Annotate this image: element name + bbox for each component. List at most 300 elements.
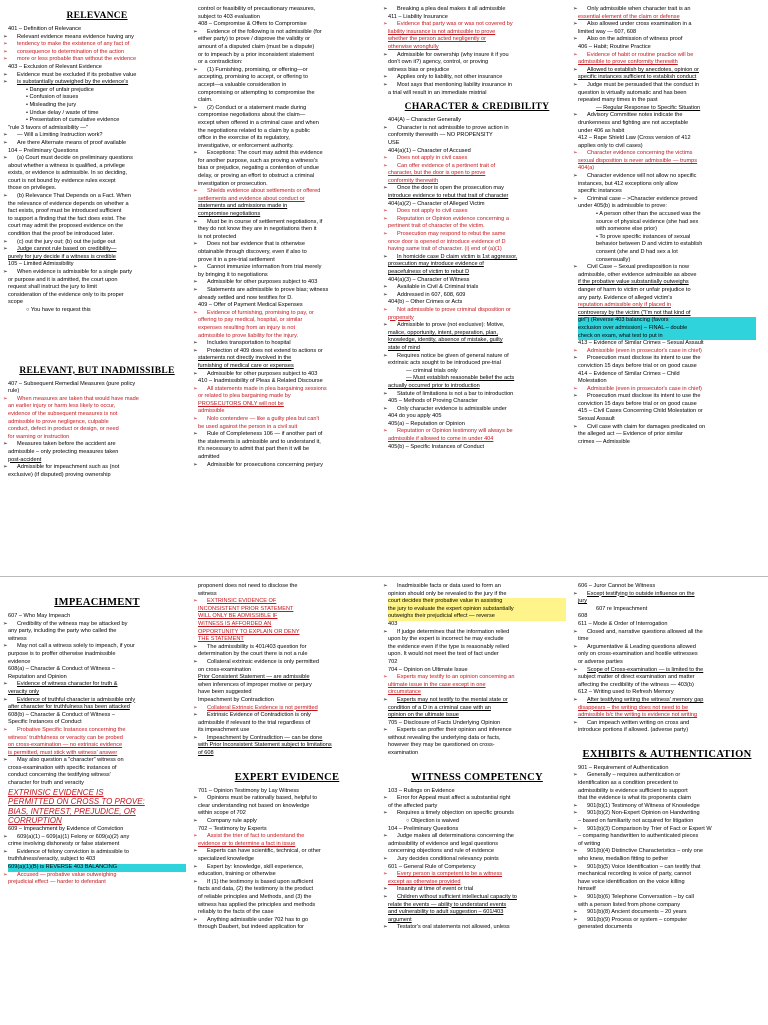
line-text: All statements made in plea bargaining sessions: [207, 385, 327, 392]
line-text: Most says that mentioning liability insurance in: [397, 81, 513, 88]
line-text: Children without sufficient intellectual capacity to: [397, 893, 517, 900]
line-text: the statements is admissible and to understand it,: [198, 438, 321, 445]
line-text: witness' truthfulness or veracity can be probed: [8, 734, 123, 741]
line-text: that the evidence is what its proponents claim: [578, 795, 691, 802]
outline-line: [388, 444, 566, 452]
outline-line: [198, 636, 376, 644]
line-text: 413 – Evidence of Similar Crimes – Sexual Assault: [578, 340, 704, 347]
line-text: Argumentative & Leading questions allowed: [587, 643, 696, 650]
outline-line: [383, 208, 566, 216]
outline-line: [193, 347, 376, 356]
line-text: character for truth and veracity: [8, 780, 84, 787]
bullet-arrow-icon: ➢: [383, 795, 388, 802]
line-text: tendency to make the existence of any fact of: [17, 41, 130, 48]
outline-line: [198, 727, 376, 735]
line-text: • Danger of unfair prejudice: [26, 86, 94, 93]
outline-line: [388, 14, 566, 22]
outline-line: [388, 689, 566, 697]
line-text: any party. Evidence of alleged victim's: [578, 294, 673, 301]
outline-line: [388, 315, 566, 323]
outline-line: [198, 810, 376, 818]
line-text: is substantially outweighed by the evidence's: [17, 79, 129, 86]
outline-line: [578, 788, 756, 796]
outline-line: [8, 735, 186, 743]
bullet-arrow-icon: ➢: [573, 825, 578, 832]
line-text: crimes — Admissible: [578, 438, 630, 445]
outline-line: [573, 909, 756, 917]
line-text: Evidence of truthful character is admissible only: [17, 696, 136, 703]
line-text: conduct, defect in product or design, or need: [8, 426, 119, 433]
bullet-arrow-icon: ➢: [3, 269, 8, 275]
outline-line: [383, 231, 566, 239]
outline-line: [193, 658, 376, 667]
outline-line: [383, 21, 566, 29]
outline-line: [198, 181, 376, 189]
outline-line: [3, 41, 186, 49]
outline-line: [578, 14, 756, 22]
outline-line: [578, 90, 756, 98]
line-text: is not protected: [198, 233, 237, 240]
outline-line: [388, 375, 566, 383]
outline-line: [578, 272, 756, 280]
bullet-arrow-icon: ➢: [383, 893, 388, 900]
line-text: Except testifying to outside influence on the: [587, 590, 695, 597]
outline-line: [388, 606, 566, 614]
outline-line: [8, 719, 186, 727]
line-text: admissible to prove conformity therewith: [578, 59, 678, 66]
outline-line: [8, 299, 186, 307]
line-text: admissibility of evidence and legal questions: [388, 840, 499, 847]
line-text: have been suggested: [198, 689, 252, 696]
outline-line: [578, 583, 756, 591]
line-text: 901(b)(6) Telephone Conversation – by call: [587, 893, 694, 900]
line-text: whether the person acted negligently or: [388, 36, 486, 43]
outline-line: [8, 841, 186, 849]
line-text: Credibility of the witness may be attacked by: [17, 620, 128, 627]
outline-line: [578, 340, 756, 348]
line-text: evidence of the subsequent measures is not: [8, 410, 118, 417]
outline-line: [578, 651, 756, 659]
line-text: of the affected party: [388, 802, 438, 809]
bullet-arrow-icon: ➢: [383, 856, 388, 862]
outline-line: [573, 51, 756, 60]
outline-line: [388, 651, 566, 659]
bullet-arrow-icon: ➢: [3, 848, 8, 855]
line-text: or related to plea bargaining made by: [198, 393, 291, 400]
line-text: If (1) the testimony is based upon sufficient: [207, 878, 314, 885]
line-text: under 406 as habit: [578, 127, 625, 134]
line-text: identification as a condition precedent to: [578, 780, 678, 787]
outline-line: [193, 598, 376, 606]
line-text: accept—a valuable consideration in: [198, 81, 287, 88]
outline-line: [573, 893, 756, 902]
line-text: USE: [388, 139, 400, 146]
line-text: the relevance of evidence depends on whether a: [8, 200, 129, 207]
section-heading: CHARACTER & CREDIBILITY: [404, 102, 550, 113]
outline-line: [8, 216, 186, 224]
bullet-arrow-icon: ➢: [383, 727, 388, 734]
line-text: cross-examination with specific instances of: [8, 764, 117, 771]
outline-line: [578, 135, 756, 143]
outline-line: [573, 66, 756, 75]
outline-line: [578, 310, 756, 318]
bullet-arrow-icon: ➢: [573, 696, 578, 703]
line-text: – based on familiarity not acquired for litigation: [578, 818, 694, 825]
outline-line: [388, 170, 566, 178]
line-text: ultimate issue in the case except in one: [388, 681, 486, 688]
outline-line: [578, 879, 756, 887]
bullet-arrow-icon: ➢: [573, 6, 578, 12]
line-text: Also on the admission of witness proof: [587, 36, 683, 43]
outline-line: [3, 56, 186, 64]
line-text: of 608: [198, 750, 214, 757]
line-text: When measures are taken that would have made: [17, 395, 139, 402]
line-text: or adverse parties: [578, 658, 623, 665]
outline-line: [383, 291, 566, 300]
outline-line: [198, 302, 376, 310]
outline-line: [198, 689, 376, 697]
outline-line: [198, 750, 376, 758]
line-text: 704 – Opinion on Ultimate Issue: [388, 666, 468, 673]
bullet-arrow-icon: ➢: [3, 757, 8, 764]
outline-line: [8, 185, 186, 193]
bullet-arrow-icon: ➢: [193, 818, 198, 825]
outline-line: [573, 150, 756, 158]
outline-line: [383, 124, 566, 133]
line-text: 612 – Writing used to Refresh Memory: [578, 689, 674, 696]
outline-line: [198, 446, 376, 454]
bullet-arrow-icon: ➢: [383, 51, 388, 58]
outline-line: [383, 428, 566, 436]
line-text: condition that the proof be introduced later.: [8, 231, 115, 238]
outline-line: [198, 826, 376, 834]
outline-line: [573, 21, 756, 29]
outline-line: [573, 264, 756, 272]
line-text: Scope of Cross-examination — is limited to the: [587, 666, 704, 673]
line-text: exclusive) (if disputed) proving ownership: [8, 471, 111, 478]
outline-line: [388, 613, 566, 621]
line-text: crime involving dishonesty or false statement: [8, 841, 120, 848]
line-text: Addressed in 607, 608, 609: [397, 291, 466, 298]
line-text: of reliable principles and Methods, and (3) the: [198, 893, 312, 900]
outline-line: [578, 44, 756, 52]
outline-line: [198, 674, 376, 682]
outline-line: [198, 682, 376, 690]
line-text: 103 – Rulings on Evidence: [388, 787, 455, 794]
line-text: reputation admissible only if placed in: [578, 302, 671, 309]
outline-line: [198, 424, 376, 432]
outline-line: [8, 64, 186, 72]
outline-line: [388, 337, 566, 345]
bullet-arrow-icon: ➢: [573, 81, 578, 88]
line-text: with a person listed from phone company: [578, 901, 680, 908]
outline-line: [8, 772, 186, 780]
outline-line: [383, 185, 566, 193]
bullet-arrow-icon: ➢: [383, 810, 388, 817]
outline-line: [578, 795, 756, 803]
outline-line: [388, 909, 566, 917]
line-text: EXTRINSIC EVIDENCE OF: [207, 598, 277, 605]
line-text: through Daubert, but indeed application for: [198, 924, 305, 931]
outline-line: [578, 165, 756, 173]
bullet-arrow-icon: ➢: [383, 583, 388, 589]
outline-line: [573, 6, 756, 14]
bullet-arrow-icon: ➢: [3, 464, 8, 471]
line-text: Evidence of furnishing, promising to pay, or: [207, 309, 314, 316]
line-text: the evidence even if the type is reasonably relied: [388, 643, 509, 650]
line-text: claim.: [198, 97, 213, 104]
line-text: witness: [8, 635, 27, 642]
outline-line: [8, 807, 186, 817]
line-text: – comparing handwritten to authenticated pieces: [578, 833, 699, 840]
line-text: Does not apply in civil cases: [397, 155, 468, 162]
line-text: Breaking a plea deal makes it all admissible: [397, 6, 506, 12]
bullet-arrow-icon: ➢: [573, 772, 578, 779]
outline-line: [388, 667, 566, 675]
outline-line: [198, 211, 376, 219]
line-text: subject to 403 evaluation: [198, 13, 260, 20]
outline-line: [578, 401, 756, 409]
outline-line: [198, 249, 376, 257]
outline-line: [198, 742, 376, 750]
bullet-arrow-icon: ➢: [383, 74, 388, 81]
line-text: admissible if relevant to the trial regardless of: [198, 719, 311, 726]
outline-line: [193, 188, 376, 196]
line-text: Does not apply to civil cases: [397, 208, 468, 215]
bullet-arrow-icon: ➢: [193, 218, 198, 225]
outline-line: [8, 223, 186, 231]
outline-line: [578, 431, 756, 439]
outline-line: [198, 333, 376, 341]
line-text: 609(a)(1) – 609(a)(1) Felony or 609(a)(2) any: [17, 833, 130, 840]
bullet-arrow-icon: ➢: [193, 878, 198, 885]
line-text: fact exists, proof must be introduced sufficient: [8, 208, 122, 215]
outline-line: [578, 257, 756, 265]
line-text: Closed and, narrative questions allowed all the: [587, 628, 703, 635]
line-text: Anything admissible under 702 has to go: [207, 916, 309, 923]
line-text: Evidence of habit or routine practice will be: [587, 51, 694, 58]
line-text: investigative, or enforcement authority.: [198, 142, 294, 149]
outline-line: [198, 272, 376, 280]
line-text: court may admit the proposed evidence on the: [8, 223, 124, 230]
line-text: — Regular Response to Specific Situation: [596, 104, 701, 111]
outline-line: [8, 712, 186, 720]
line-text: 407 – Subsequent Remedial Measures (pure policy: [8, 380, 136, 387]
outline-line: [8, 388, 186, 396]
line-text: • To prove specific instances of sexual: [596, 233, 691, 240]
line-text: (c) out the jury out; (b) out the judge out: [17, 238, 116, 245]
outline-line: [8, 659, 186, 667]
line-text: Experts can proffer their opinion and inference: [397, 727, 512, 734]
line-text: Accused — probative value outweighing: [17, 871, 117, 878]
line-text: it's necessary to admit that part then it will be: [198, 446, 310, 453]
line-text: evidence or to determine a fact in issue: [198, 840, 296, 847]
outline-line: [383, 674, 566, 682]
outline-line: [388, 140, 566, 148]
line-text: 104 – Preliminary Questions: [8, 147, 79, 154]
line-text: consequence to determination of the action: [17, 48, 124, 55]
line-text: 606 – Juror Cannot be Witness: [578, 583, 656, 589]
line-text: When evidence is admissible for a single party: [17, 269, 133, 275]
outline-line: [388, 848, 566, 856]
outline-line: [3, 132, 186, 140]
outline-line: [573, 36, 756, 44]
outline-line: [578, 279, 756, 287]
outline-line: [383, 810, 566, 818]
outline-line: [193, 416, 376, 424]
bullet-arrow-icon: ➢: [193, 643, 198, 650]
line-text: argument: [388, 916, 412, 923]
line-text: Must be in course of settlement negotiations, if: [207, 218, 323, 225]
outline-line: [388, 917, 566, 925]
line-text: Assist the trier of fact to understand the: [207, 833, 305, 840]
line-text: office in the exercise of its regulatory,: [198, 135, 290, 142]
bullet-arrow-icon: ➢: [573, 66, 578, 73]
outline-line: [193, 643, 376, 652]
line-text: 608(b) – Character & Conduct of Witness –: [8, 711, 115, 718]
outline-line: [573, 810, 756, 818]
line-text: scope: [8, 299, 23, 306]
outline-line: [3, 726, 186, 735]
outline-line: [383, 162, 566, 171]
outline-line: [573, 81, 756, 90]
line-text: outweighs their prejudicial effect — reverse: [388, 613, 495, 620]
line-text: WILL ONLY BE ADMISSIBLE IF: [198, 613, 278, 620]
line-text: 412 – Rape Shield Law (Cross version of 412: [578, 135, 691, 142]
outline-line: [383, 833, 566, 841]
bullet-arrow-icon: ➢: [193, 264, 198, 271]
bullet-arrow-icon: ➢: [573, 355, 578, 362]
section-heading: EXPERT EVIDENCE: [234, 771, 340, 783]
outline-line: [8, 411, 186, 419]
bullet-arrow-icon: ➢: [383, 124, 388, 131]
line-text: determination by the court there is not a rule: [198, 651, 308, 658]
bullet-arrow-icon: ➢: [193, 28, 198, 35]
bullet-arrow-icon: ➢: [573, 893, 578, 900]
line-text: 404(a)(1) – Character of Accused: [388, 147, 471, 154]
outline-line: [383, 795, 566, 803]
line-text: 404(a)(2) – Character of Alleged Victim: [388, 200, 485, 207]
line-text: purely for jury decide if a witness is credible: [8, 253, 116, 260]
line-text: Evidence must be excluded if its probative value: [17, 71, 137, 78]
outline-line: [578, 780, 756, 788]
line-text: 406 – Habit; Routine Practice: [578, 43, 651, 50]
outline-line: [3, 139, 186, 148]
line-text: himself: [578, 886, 596, 893]
outline-line: [578, 128, 756, 136]
line-text: admissible, other evidence admissible as above: [578, 271, 697, 278]
line-text: WITNESS IS AFFORDED AN: [198, 620, 272, 627]
bullet-arrow-icon: ➢: [193, 848, 198, 855]
outline-line: [388, 277, 566, 285]
bullet-arrow-icon: ➢: [3, 71, 8, 78]
outline-line: [198, 36, 376, 44]
line-text: Requires a timely objection on specific grounds: [397, 810, 514, 817]
outline-line: [388, 261, 566, 269]
outline-line: [8, 457, 186, 465]
outline-line: [573, 173, 756, 181]
outline-line: [578, 158, 756, 166]
outline-line: [388, 223, 566, 231]
line-text: is permitted, must stick with witness' answer: [8, 749, 118, 756]
bullet-arrow-icon: ➢: [3, 56, 8, 63]
bullet-arrow-icon: ➢: [383, 390, 388, 397]
line-text: Measures taken before the accident are: [17, 441, 116, 448]
bullet-arrow-icon: ➢: [193, 863, 198, 870]
outline-line: [198, 325, 376, 333]
bullet-arrow-icon: ➢: [3, 155, 8, 162]
bullet-arrow-icon: ➢: [383, 291, 388, 298]
outline-line: [383, 886, 566, 894]
line-text: relate the events — ability to understand events: [388, 901, 507, 908]
bullet-arrow-icon: ➢: [383, 428, 388, 435]
line-text: Inadmissible facts or data used to form an: [397, 583, 501, 589]
outline-line: [198, 902, 376, 910]
outline-line: [198, 74, 376, 82]
line-text: without revealing the underlying data or facts,: [388, 734, 501, 741]
bullet-arrow-icon: ➢: [193, 241, 198, 248]
outline-line: [8, 87, 186, 95]
outline-line: [578, 363, 756, 371]
outline-line: [578, 856, 756, 864]
outline-line: [573, 112, 756, 120]
line-text: or purpose and it is admitted, the court upon: [8, 276, 118, 283]
line-text: Nolo contendere — like a guilty plea but can't: [207, 416, 320, 423]
outline-line: [198, 14, 376, 22]
outline-line: [3, 155, 186, 163]
outline-line: [8, 284, 186, 292]
bullet-arrow-icon: ➢: [3, 726, 8, 733]
line-text: conduct concerning the testifying witness': [8, 772, 111, 779]
outline-line: [388, 705, 566, 713]
outline-line: [193, 818, 376, 826]
outline-line: [573, 385, 756, 394]
outline-line: [8, 613, 186, 621]
line-text: don't own it?) agency, control, or proving: [388, 59, 489, 66]
line-text: Experts may testify to an opinion concerning an: [397, 674, 515, 681]
bullet-arrow-icon: ➢: [383, 628, 388, 635]
bullet-arrow-icon: ➢: [573, 590, 578, 597]
line-text: those on privileges.: [8, 185, 57, 192]
bullet-arrow-icon: ➢: [383, 696, 388, 703]
outline-line: [198, 401, 376, 409]
line-text: have voice identification on the voice killing: [578, 878, 685, 885]
line-text: pertinent trait of character of the victim.: [388, 223, 485, 230]
bullet-arrow-icon: ➢: [383, 215, 388, 222]
bullet-arrow-icon: ➢: [193, 416, 198, 423]
outline-line: [573, 643, 756, 652]
line-text: Prosecution must disclose its intent to use the: [587, 393, 701, 400]
outline-line: [578, 249, 756, 257]
outline-line: [573, 863, 756, 872]
bullet-arrow-icon: ➢: [573, 150, 578, 157]
line-text: already settled and now testifies for D.: [198, 294, 293, 301]
line-text: condition of a D in a criminal case with an: [388, 704, 491, 711]
bullet-arrow-icon: ➢: [3, 441, 8, 448]
line-text: 404(b) – Other Crimes or Acts: [388, 299, 463, 306]
line-text: exists, or evidence is admissible. In so deciding,: [8, 170, 128, 177]
bullet-arrow-icon: ➢: [573, 21, 578, 28]
line-text: source of physical evidence (she had sex: [596, 218, 699, 225]
bullet-arrow-icon: ➢: [383, 924, 388, 931]
bullet-arrow-icon: ➢: [3, 193, 8, 200]
outline-line: [578, 219, 756, 227]
outline-line: [198, 234, 376, 242]
outline-line: [3, 441, 186, 449]
outline-line: [578, 143, 756, 151]
line-text: within scope of 702: [198, 810, 246, 817]
line-text: conviction 15 days before trial or on good cause: [578, 400, 697, 407]
